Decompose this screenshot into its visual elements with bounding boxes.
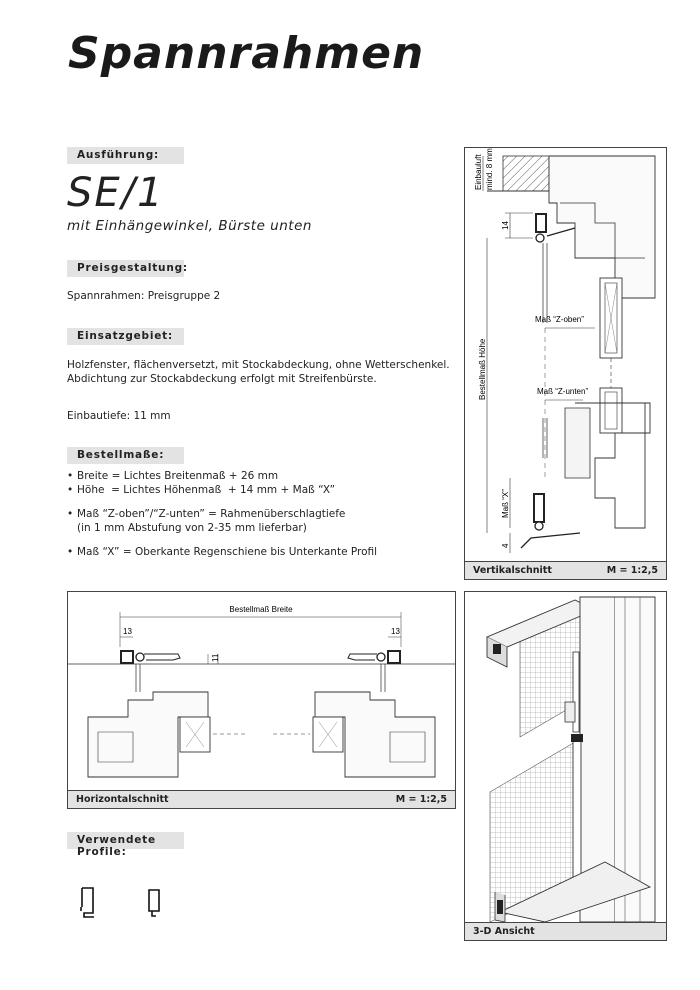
ansicht3d-footer	[465, 922, 666, 940]
label-mass-x: Maß “X”	[501, 489, 510, 518]
section-label-bestellmasse: Bestellmaße:	[67, 447, 184, 464]
horizontalschnitt-caption: Horizontalschnitt	[76, 794, 169, 805]
section-label-profile: Verwendete Profile:	[67, 832, 184, 849]
vertikalschnitt-drawing	[465, 148, 666, 561]
profile-icon-1	[81, 888, 94, 917]
section-label-preisgestaltung: Preisgestaltung:	[67, 260, 184, 277]
horizontalschnitt-footer	[68, 790, 455, 808]
bestellmasse-item-z: • Maß “Z-oben”/“Z-unten” = Rahmenüberschlagtiefe	[67, 508, 345, 522]
label-bestellmass-breite: Bestellmaß Breite	[229, 605, 293, 614]
section-label-einsatzgebiet: Einsatzgebiet:	[67, 328, 184, 345]
einsatzgebiet-line1: Holzfenster, flächenversetzt, mit Stockabdeckung, ohne Wetterschenkel.	[67, 359, 450, 371]
section-label-ausfuehrung: Ausführung:	[67, 147, 184, 164]
horizontalschnitt-panel	[67, 591, 456, 809]
bestellmasse-item-hoehe: • Höhe = Lichtes Höhenmaß + 14 mm + Maß “X”	[67, 484, 335, 498]
label-z-oben: Maß “Z-oben”	[535, 315, 584, 324]
model-subtitle: mit Einhängewinkel, Bürste unten	[67, 218, 312, 234]
horizontalschnitt-scale: M = 1:2,5	[395, 794, 447, 805]
label-z-unten: Maß “Z-unten”	[537, 387, 589, 396]
ansicht3d-drawing	[465, 592, 666, 922]
dim-14: 14	[501, 221, 510, 230]
vertikalschnitt-footer	[465, 561, 666, 579]
dim-11: 11	[211, 653, 220, 662]
bestellmasse-item-x: • Maß “X” = Oberkante Regenschiene bis Unterkante Profil	[67, 546, 377, 560]
label-bestellmass-hoehe: Bestellmaß Höhe	[478, 338, 487, 400]
dim-13-left: 13	[123, 627, 132, 636]
profile-icons	[76, 885, 176, 930]
ansicht3d-caption: 3-D Ansicht	[473, 926, 535, 937]
dim-4: 4	[501, 543, 510, 548]
preisgruppe-text: Spannrahmen: Preisgruppe 2	[67, 290, 221, 302]
ansicht3d-panel	[464, 591, 667, 941]
bestellmasse-list-a	[67, 470, 335, 497]
einbautiefe-text: Einbautiefe: 11 mm	[67, 410, 171, 422]
bestellmasse-list-b	[67, 508, 345, 522]
profile-icon-2	[149, 890, 159, 916]
bestellmasse-list-c	[67, 546, 377, 560]
label-mind-8mm: mind. 8 mm	[485, 148, 494, 190]
vertikalschnitt-caption: Vertikalschnitt	[473, 565, 552, 576]
label-einbauluft: Einbauluft	[474, 154, 483, 190]
einsatzgebiet-line2: Abdichtung zur Stockabdeckung erfolgt mit Streifenbürste.	[67, 373, 377, 385]
vertikalschnitt-scale: M = 1:2,5	[606, 565, 658, 576]
horizontalschnitt-drawing	[68, 592, 455, 790]
bestellmasse-item-z-cont: (in 1 mm Abstufung von 2-35 mm lieferbar)	[77, 522, 307, 534]
dim-13-right: 13	[391, 627, 400, 636]
page-title: Spannrahmen	[68, 28, 425, 79]
vertikalschnitt-panel	[464, 147, 667, 580]
bestellmasse-item-breite: • Breite = Lichtes Breitenmaß + 26 mm	[67, 470, 335, 484]
model-name: SE/1	[67, 170, 165, 216]
